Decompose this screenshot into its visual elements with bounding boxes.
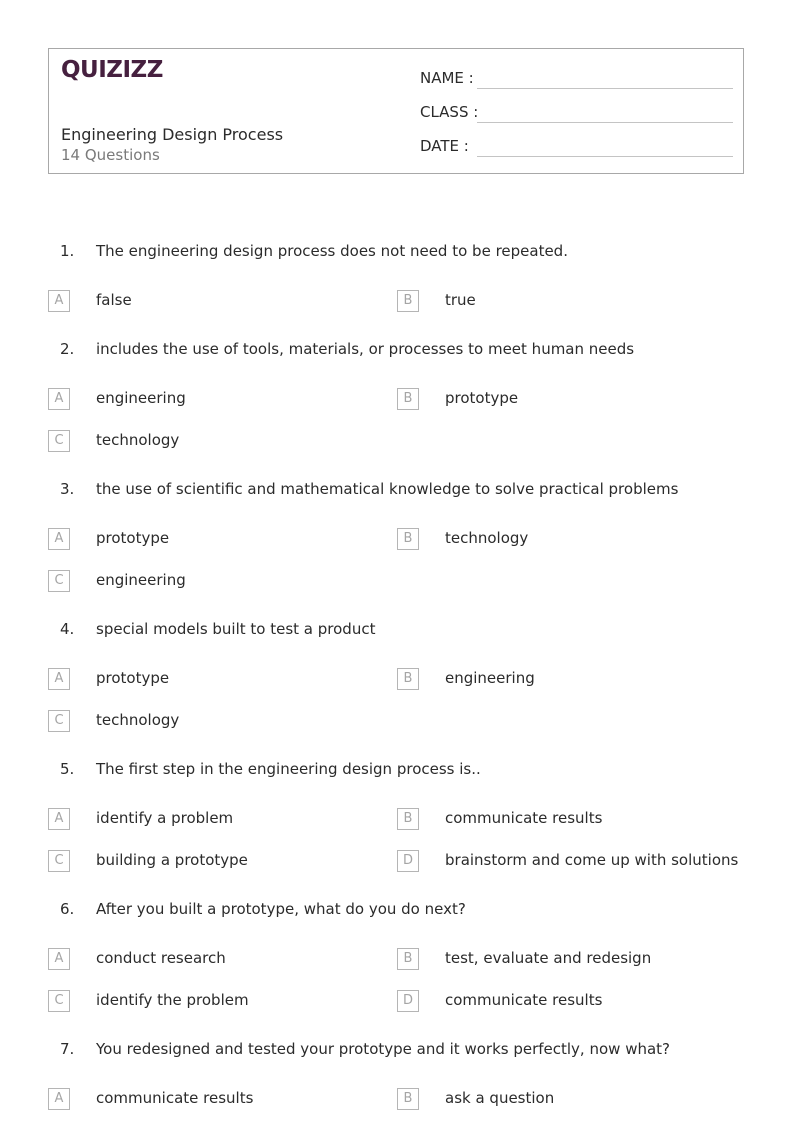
question-number: 2. (60, 340, 75, 358)
option-text: false (96, 291, 132, 309)
option-letter-box[interactable]: B (397, 808, 419, 830)
option-a[interactable] (48, 668, 388, 692)
name-line[interactable] (477, 88, 733, 89)
question-number: 7. (60, 1040, 75, 1058)
question-text: The engineering design process does not need to be repeated. (96, 242, 568, 260)
option-text: engineering (96, 389, 186, 407)
question-number: 4. (60, 620, 75, 638)
option-a[interactable] (48, 290, 388, 314)
option-letter-box[interactable]: A (48, 668, 70, 690)
question-number: 3. (60, 480, 75, 498)
question-text: You redesigned and tested your prototype and it works perfectly, now what? (96, 1040, 670, 1058)
option-text: technology (96, 711, 180, 729)
option-d[interactable] (397, 990, 737, 1014)
option-text: identify the problem (96, 991, 249, 1009)
option-text: communicate results (96, 1089, 254, 1107)
option-letter-box[interactable]: A (48, 528, 70, 550)
option-letter-box[interactable]: A (48, 290, 70, 312)
option-letter-box[interactable]: C (48, 710, 70, 732)
class-field[interactable] (420, 103, 733, 125)
option-letter-box[interactable]: A (48, 948, 70, 970)
option-letter-box[interactable]: D (397, 850, 419, 872)
option-text: conduct research (96, 949, 226, 967)
option-text: engineering (445, 669, 535, 687)
option-b[interactable] (397, 1088, 737, 1112)
option-a[interactable] (48, 808, 388, 832)
option-letter-box[interactable]: B (397, 1088, 419, 1110)
option-text: technology (96, 431, 180, 449)
option-d[interactable] (397, 850, 737, 874)
option-c[interactable] (48, 850, 388, 874)
option-b[interactable] (397, 388, 737, 412)
option-text: true (445, 291, 476, 309)
option-letter-box[interactable]: D (397, 990, 419, 1012)
question-6 (0, 900, 794, 924)
option-c[interactable] (48, 570, 388, 594)
option-letter-box[interactable]: C (48, 850, 70, 872)
option-letter-box[interactable]: A (48, 808, 70, 830)
worksheet-title: Engineering Design Process (61, 125, 284, 144)
option-letter-box[interactable]: C (48, 990, 70, 1012)
option-letter-box[interactable]: C (48, 430, 70, 452)
question-text: the use of scientific and mathematical knowledge to solve practical problems (96, 480, 679, 498)
option-text: prototype (96, 529, 170, 547)
date-label: DATE : (420, 137, 469, 155)
option-letter-box[interactable]: C (48, 570, 70, 592)
option-text: communicate results (445, 809, 603, 827)
option-c[interactable] (48, 710, 388, 734)
option-text: test, evaluate and redesign (445, 949, 652, 967)
question-number: 5. (60, 760, 75, 778)
option-text: engineering (96, 571, 186, 589)
question-text: special models built to test a product (96, 620, 376, 638)
option-letter-box[interactable]: B (397, 290, 419, 312)
option-b[interactable] (397, 668, 737, 692)
question-text: includes the use of tools, materials, or processes to meet human needs (96, 340, 635, 358)
option-a[interactable] (48, 948, 388, 972)
option-b[interactable] (397, 528, 737, 552)
question-7 (0, 1040, 794, 1064)
question-1 (0, 242, 794, 266)
question-count: 14 Questions (61, 146, 160, 164)
option-b[interactable] (397, 290, 737, 314)
option-a[interactable] (48, 388, 388, 412)
name-label: NAME : (420, 69, 474, 87)
option-text: identify a problem (96, 809, 234, 827)
date-line[interactable] (477, 156, 733, 157)
date-field[interactable] (420, 137, 733, 159)
option-letter-box[interactable]: A (48, 388, 70, 410)
class-line[interactable] (477, 122, 733, 123)
quizizz-logo: QUIZIZZ (61, 57, 163, 83)
option-a[interactable] (48, 1088, 388, 1112)
option-text: building a prototype (96, 851, 248, 869)
worksheet-header (48, 48, 744, 174)
option-text: communicate results (445, 991, 603, 1009)
question-3 (0, 480, 794, 504)
option-letter-box[interactable]: B (397, 948, 419, 970)
option-text: prototype (445, 389, 519, 407)
question-number: 6. (60, 900, 75, 918)
option-letter-box[interactable]: B (397, 388, 419, 410)
option-a[interactable] (48, 528, 388, 552)
option-c[interactable] (48, 990, 388, 1014)
question-5 (0, 760, 794, 784)
option-letter-box[interactable]: B (397, 528, 419, 550)
question-2 (0, 340, 794, 364)
option-letter-box[interactable]: B (397, 668, 419, 690)
option-c[interactable] (48, 430, 388, 454)
question-4 (0, 620, 794, 644)
question-text: After you built a prototype, what do you do next? (96, 900, 466, 918)
option-letter-box[interactable]: A (48, 1088, 70, 1110)
option-text: prototype (96, 669, 170, 687)
option-text: ask a question (445, 1089, 555, 1107)
option-text: brainstorm and come up with solutions (445, 851, 739, 869)
option-b[interactable] (397, 808, 737, 832)
class-label: CLASS : (420, 103, 479, 121)
name-field[interactable] (420, 69, 733, 91)
option-text: technology (445, 529, 529, 547)
question-number: 1. (60, 242, 75, 260)
question-text: The first step in the engineering design process is.. (96, 760, 481, 778)
option-b[interactable] (397, 948, 737, 972)
